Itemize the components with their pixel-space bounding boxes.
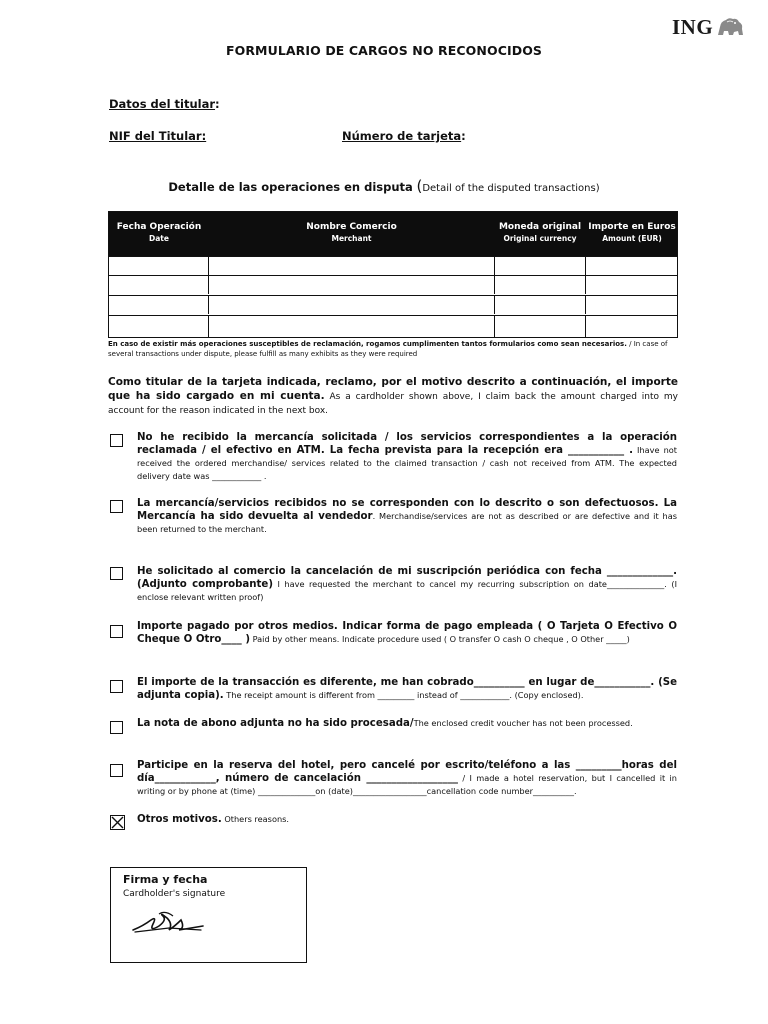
option-checkbox-paid-other-means[interactable] — [110, 625, 123, 638]
table-cell[interactable] — [109, 296, 209, 314]
option-paid-other-means: Importe pagado por otros medios. Indicar forma de pago empleada ( O Tarjeta O Efectivo O Cheque O Otro____ ) Paid by other means. Indicate procedure used ( O transfer O cash O cheque , O Other _____) — [137, 621, 677, 645]
option-subscription-cancelled: He solicitado al comercio la cancelación de mi suscripción periódica con fecha _____________. (Adjunto comprobante) I have requested the merchant to cancel my recurring subscription on date______________. (I enclose relevant written proof) — [137, 566, 677, 602]
lion-icon — [715, 15, 745, 39]
option-checkbox-not-received[interactable] — [110, 434, 123, 447]
table-cell[interactable] — [495, 276, 586, 294]
table-row — [109, 256, 677, 275]
transactions-table — [108, 211, 678, 338]
option-checkbox-not-as-described[interactable] — [110, 500, 123, 513]
col-amount: Importe en Euros Amount (EUR) — [588, 222, 676, 243]
option-checkbox-hotel-reservation[interactable] — [110, 764, 123, 777]
table-cell[interactable] — [109, 257, 209, 275]
option-checkbox-credit-voucher[interactable] — [110, 721, 123, 734]
holder-data-label: Datos del titular: — [109, 97, 220, 111]
signature-title: Firma y fecha — [123, 873, 208, 886]
table-cell[interactable] — [209, 276, 495, 294]
form-title: FORMULARIO DE CARGOS NO RECONOCIDOS — [225, 43, 543, 58]
check-x-icon — [111, 816, 124, 829]
table-row — [109, 275, 677, 294]
table-row — [109, 315, 677, 337]
table-cell[interactable] — [495, 296, 586, 314]
col-merchant: Nombre Comercio Merchant — [306, 222, 397, 243]
card-number-label: Número de tarjeta: — [342, 129, 466, 143]
col-date: Fecha Operación Date — [116, 222, 202, 243]
option-hotel-reservation: Participe en la reserva del hotel, pero cancelé por escrito/teléfono a las _________horas del día____________, número de cancelación __________________ / I made a hotel reservation, but I cancelled it in writing or by phone at (time) ______________on (date)__________________cancellation code number__________. — [137, 760, 677, 796]
table-cell[interactable] — [109, 316, 209, 337]
handwritten-signature — [129, 906, 209, 936]
option-checkbox-other-reasons[interactable] — [110, 815, 125, 830]
option-other-reasons: Otros motivos. Others reasons. — [137, 814, 290, 825]
brand-name: ING — [672, 14, 714, 39]
multiple-transactions-note: En caso de existir más operaciones susceptibles de reclamación, rogamos cumplimenten tantos formularios como sean necesarios. / In case of several transactions under dispute, please fulfill as many exhibits as they were required — [108, 340, 668, 358]
table-cell[interactable] — [495, 316, 586, 337]
signature-box[interactable] — [110, 867, 307, 963]
option-checkbox-subscription-cancelled[interactable] — [110, 567, 123, 580]
table-cell[interactable] — [209, 296, 495, 314]
signature-subtitle: Cardholder's signature — [123, 889, 226, 899]
nif-label: NIF del Titular: — [109, 129, 207, 143]
table-cell[interactable] — [109, 276, 209, 294]
option-amount-different: El importe de la transacción es diferente, me han cobrado__________ en lugar de___________. (Se adjunta copia). The receipt amount is different from _________ instead of ____________. (Copy enclosed). — [137, 677, 677, 701]
table-cell[interactable] — [495, 257, 586, 275]
table-cell[interactable] — [209, 257, 495, 275]
option-not-as-described: La mercancía/servicios recibidos no se corresponden con lo descrito o son defectuosos. La Mercancía ha sido devuelta al vendedor. Merchandise/services are not as described or are defective and it has been returned to the merchant. — [137, 498, 677, 534]
disputed-operations-heading: Detalle de las operaciones en disputa (Detail of the disputed transactions) — [168, 177, 600, 195]
option-checkbox-amount-different[interactable] — [110, 680, 123, 693]
col-currency: Moneda original Original currency — [498, 222, 582, 243]
table-cell[interactable] — [209, 316, 495, 337]
table-header — [109, 212, 677, 256]
ing-logo — [672, 12, 762, 42]
option-credit-voucher: La nota de abono adjunta no ha sido procesada/The enclosed credit voucher has not been processed. — [137, 718, 633, 729]
table-row — [109, 295, 677, 314]
option-not-received: No he recibido la mercancía solicitada / los servicios correspondientes a la operación reclamada / el efectivo en ATM. La fecha prevista para la recepción era ___________ . Ihave not received the ordered merchandise/ services related to the claimed transaction / cash not received from ATM. The expected delivery date was ____________ . — [137, 432, 677, 481]
claim-statement: Como titular de la tarjeta indicada, reclamo, por el motivo descrito a continuación, el importe que ha sido cargado en mi cuenta. As a cardholder shown above, I claim back the amount charged into my account for the reason indicated in the next box. — [108, 376, 678, 416]
